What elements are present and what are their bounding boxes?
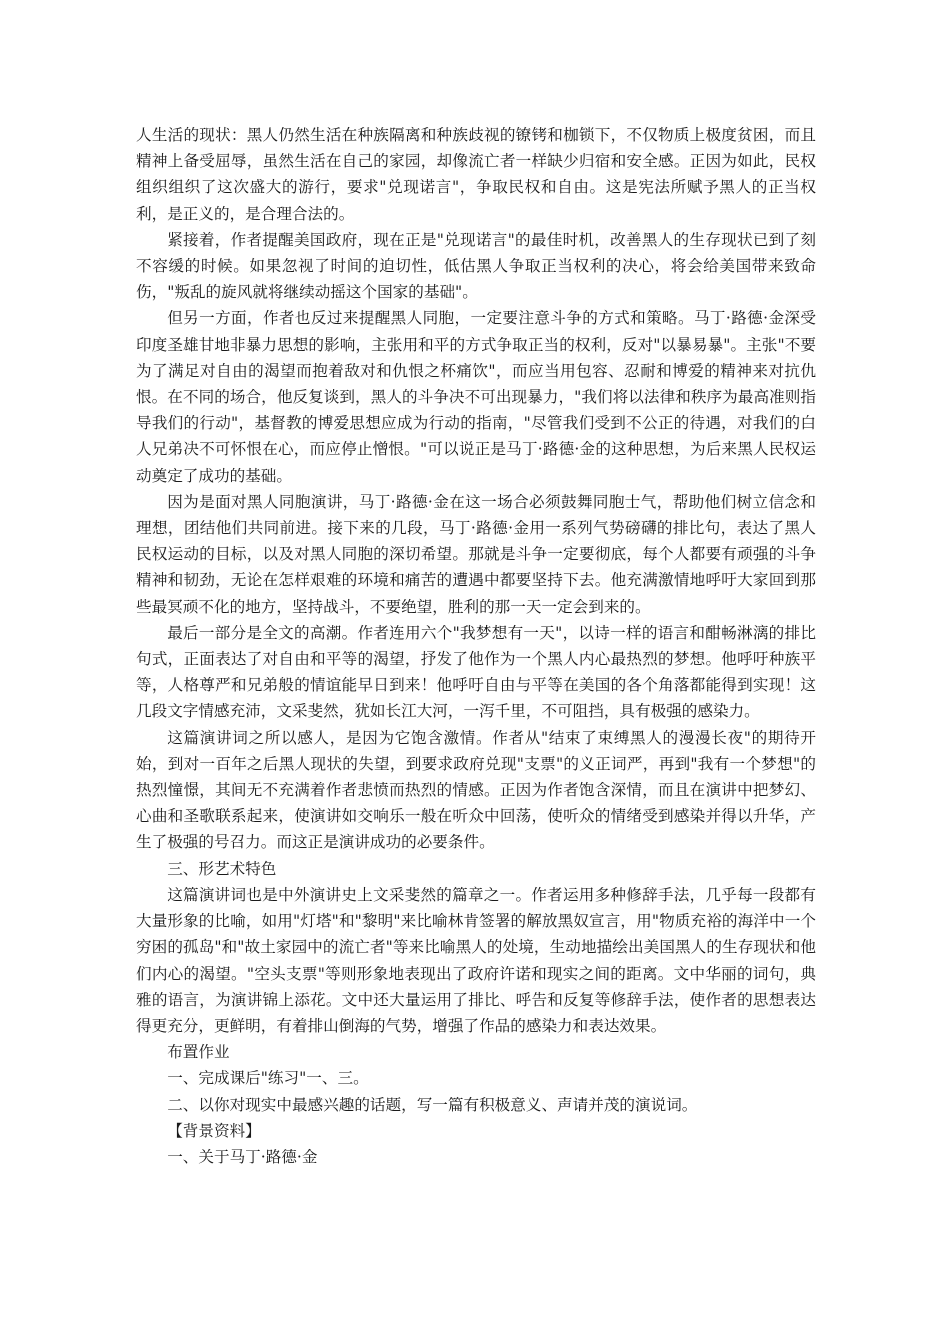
paragraph-body: 紧接着，作者提醒美国政府，现在正是"兑现诺言"的最佳时机，改善黑人的生存现状已到了刻不容缓的时候。如果忽视了时间的迫切性，低估黑人争取正当权利的决心，将会给美国带来致命伤，"叛乱的旋风就将继续动摇这个国家的基础"。 xyxy=(136,230,816,302)
section-heading: 一、关于马丁·路德·金 xyxy=(167,1147,318,1166)
section-heading: 布置作业 xyxy=(167,1043,230,1062)
paragraph-continuation: 人生活的现状：黑人仍然生活在种族隔离和种族歧视的镣铐和枷锁下，不仅物质上极度贫困，而且精神上备受屈辱，虽然生活在自己的家园，却像流亡者一样缺少归宿和安全感。正因为如此，民权组织组织了这次盛大的游行，要求"兑现诺言"，争取民权和自由。这是宪法所赋予黑人的正当权利，是正义的，是合理合法的。 xyxy=(136,126,816,223)
paragraph-body: 这篇演讲词之所以感人，是因为它饱含激情。作者从"结束了束缚黑人的漫漫长夜"的期待开始，到对一百年之后黑人现状的失望，到要求政府兑现"支票"的义正词严，再到"我有一个梦想"的热烈憧憬，其间无不充满着作者悲愤而热烈的情感。正因为作者饱含深情，而且在演讲中把梦幻、心曲和圣歌联系起来，使演讲如交响乐一般在听众中回荡，使听众的情绪受到感染并得以升华，产生了极强的号召力。而这正是演讲成功的必要条件。 xyxy=(136,728,816,852)
document-page xyxy=(136,122,816,1170)
paragraph-body: 因为是面对黑人同胞演讲，马丁·路德·金在这一场合必须鼓舞同胞士气，帮助他们树立信念和理想，团结他们共同前进。接下来的几段，马丁·路德·金用一系列气势磅礴的排比句，表达了黑人民权运动的目标，以及对黑人同胞的深切希望。那就是斗争一定要彻底，每个人都要有顽强的斗争精神和韧劲，无论在怎样艰难的环境和痛苦的遭遇中都要坚持下去。他充满激情地呼吁大家回到那些最冥顽不化的地方，坚持战斗，不要绝望，胜利的那一天一定会到来的。 xyxy=(136,492,816,616)
section-heading: 【背景资料】 xyxy=(167,1121,261,1140)
paragraph-body: 这篇演讲词也是中外演讲史上文采斐然的篇章之一。作者运用多种修辞手法，几乎每一段都有大量形象的比喻，如用"灯塔"和"黎明"来比喻林肯签署的解放黑奴宣言，用"物质充裕的海洋中一个穷困的孤岛"和"故土家园中的流亡者"等来比喻黑人的处境，生动地描绘出美国黑人的生存现状和他们内心的渴望。"空头支票"等则形象地表现出了政府许诺和现实之间的距离。文中华丽的词句，典雅的语言，为演讲锦上添花。文中还大量运用了排比、呼告和反复等修辞手法，使作者的思想表达得更充分，更鲜明，有着排山倒海的气势，增强了作品的感染力和表达效果。 xyxy=(136,885,816,1035)
paragraph-body: 最后一部分是全文的高潮。作者连用六个"我梦想有一天"，以诗一样的语言和酣畅淋漓的排比句式，正面表达了对自由和平等的渴望，抒发了他作为一个黑人内心最热烈的梦想。他呼吁种族平等，人格尊严和兄弟般的情谊能早日到来！他呼吁自由与平等在美国的各个角落都能得到实现！这几段文字情感充沛，文采斐然，犹如长江大河，一泻千里，不可阻挡，具有极强的感染力。 xyxy=(136,623,816,721)
homework-item: 二、以你对现实中最感兴趣的话题，写一篇有积极意义、声请并茂的演说词。 xyxy=(167,1095,698,1114)
section-heading: 三、形艺术特色 xyxy=(167,859,277,878)
homework-item: 一、完成课后"练习"一、三。 xyxy=(167,1069,369,1088)
paragraph-body: 但另一方面，作者也反过来提醒黑人同胞，一定要注意斗争的方式和策略。马丁·路德·金深受印度圣雄甘地非暴力思想的影响，主张用和平的方式争取正当的权利，反对"以暴易暴"。主张"不要为了满足对自由的渴望而抱着敌对和仇恨之杯痛饮"，而应当用包容、忍耐和博爱的精神来对抗仇恨。在不同的场合，他反复谈到，黑人的斗争决不可出现暴力，"我们将以法律和秩序为最高准则指导我们的行动"，基督教的博爱思想应成为行动的指南，"尽管我们受到不公正的待遇，对我们的白人兄弟决不可怀恨在心，而应停止憎恨。"可以说正是马丁·路德·金的这种思想，为后来黑人民权运动奠定了成功的基础。 xyxy=(136,309,816,485)
